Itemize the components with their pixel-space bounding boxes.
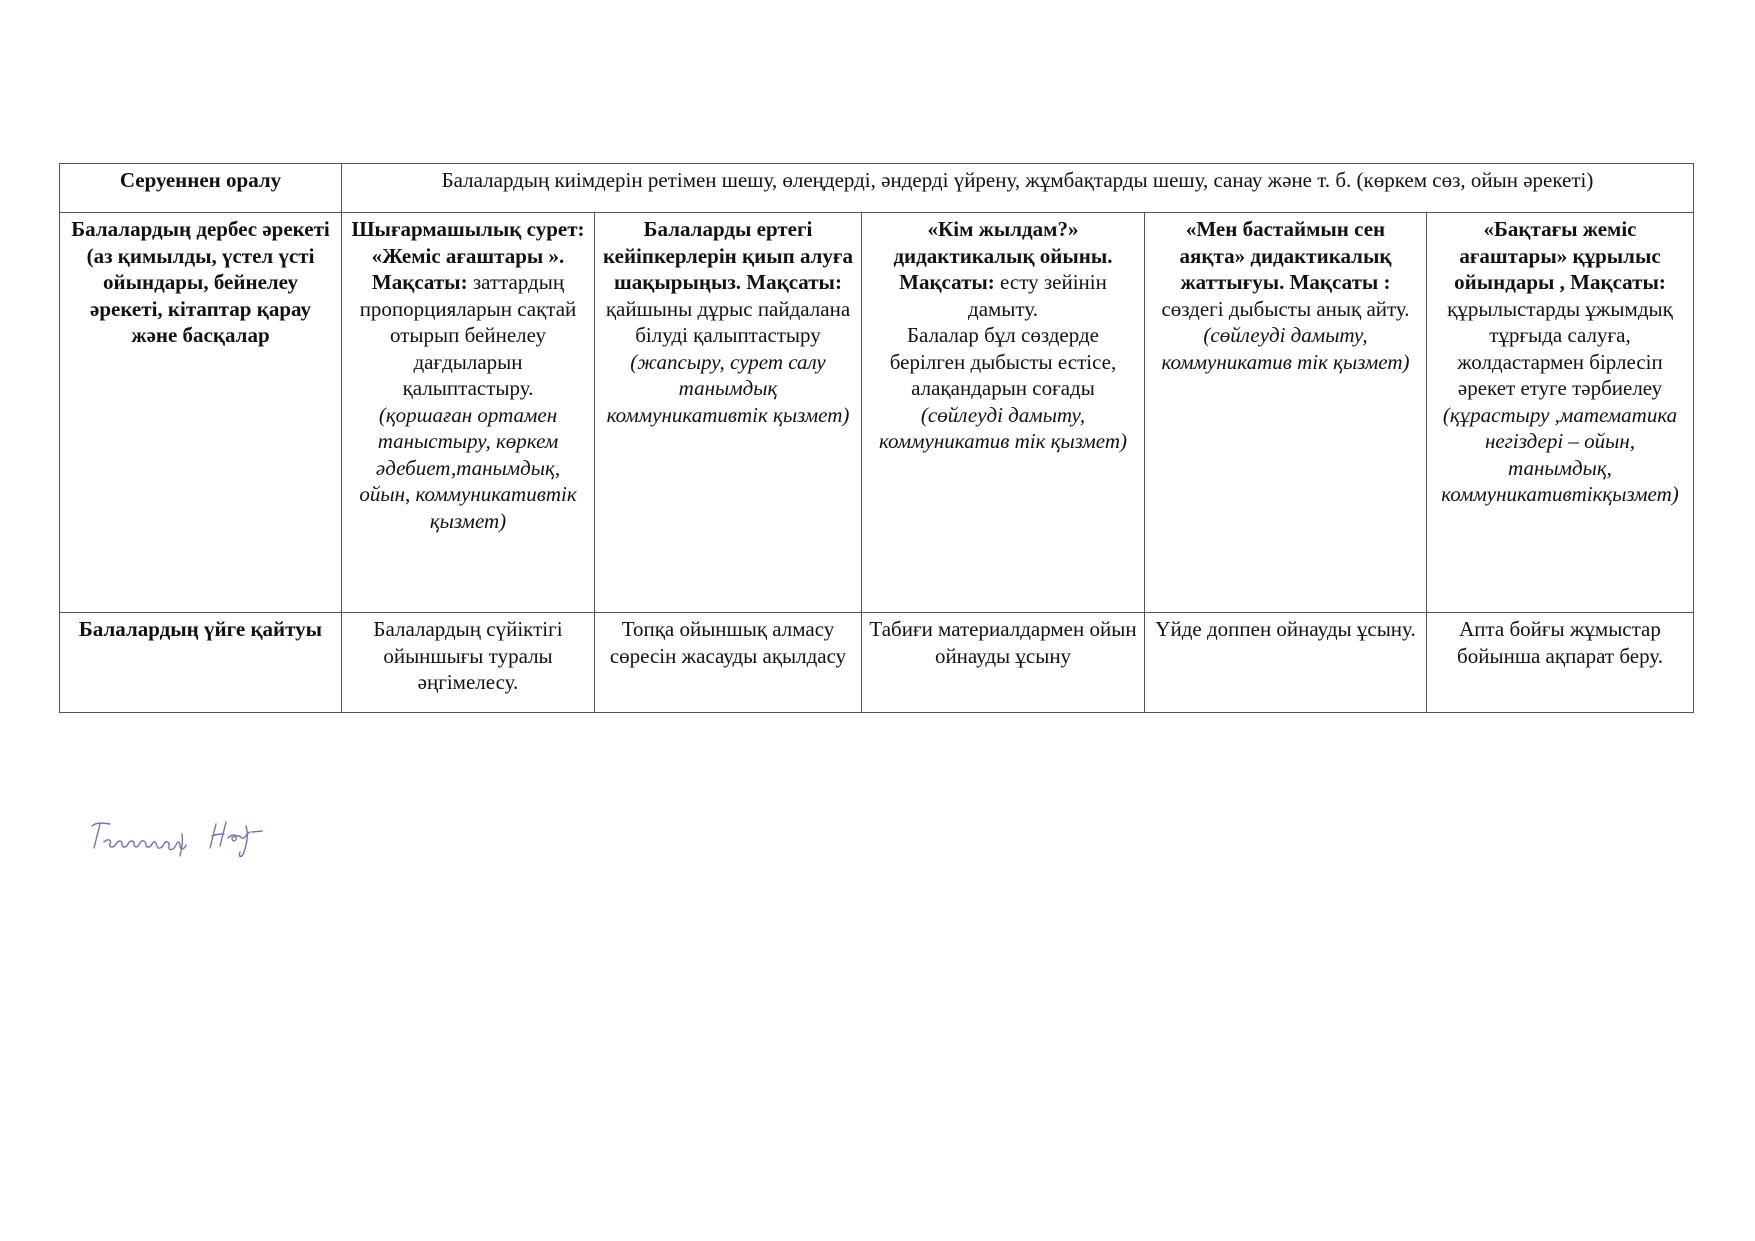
going-home-cell: Балалардың сүйіктігі ойыншығы туралы әңгімелесу. xyxy=(342,613,595,713)
goal-text: сөздегі дыбысты анық айту. xyxy=(1161,296,1410,321)
goal-text: есту зейінін дамыту. xyxy=(968,270,1107,321)
goal-label: Мақсаты: xyxy=(746,270,842,294)
handwritten-signature xyxy=(86,812,286,868)
activity-cell-creative-drawing xyxy=(342,213,595,613)
activity-note: (құрастыру ,математика негіздері – ойын, танымдық, коммуникативтікқызмет) xyxy=(1441,402,1679,506)
goal-label: Мақсаты: xyxy=(371,270,468,294)
activity-note: (сөйлеуді дамыту, коммуникатив тік қызмет) xyxy=(879,402,1127,453)
goal-label: Мақсаты: xyxy=(899,270,995,294)
going-home-cell: Топқа ойыншық алмасу сөресін жасауды ақылдасу xyxy=(595,613,862,713)
daily-plan-table xyxy=(59,163,1694,713)
activity-cell-cutting xyxy=(595,213,862,613)
activity-title: Балаларды ертегі кейіпкерлерін қиып алуға шақырыңыз. xyxy=(603,217,853,294)
activity-title: Шығармашылық сурет: «Жеміс ағаштары ». xyxy=(351,217,585,268)
activity-note: (жапсыру, сурет салу танымдық коммуникативтік қызмет) xyxy=(606,349,850,427)
row-header-independent-activity: Балалардың дербес әрекеті (аз қимылды, үстел үсті ойындары, бейнелеу әрекеті, кітаптар қарау және басқалар xyxy=(60,213,342,613)
table-row-independent-activity xyxy=(60,213,1694,613)
row-header-return-from-walk: Серуеннен оралу xyxy=(60,164,342,213)
goal-text: қайшыны дұрыс пайдалана білуді қалыптастыру xyxy=(605,296,851,347)
activity-title: «Бақтағы жеміс ағаштары» құрылыс ойындары , Мақсаты: xyxy=(1454,217,1666,294)
row-header-going-home: Балалардың үйге қайтуы xyxy=(60,613,342,713)
activity-cell-who-is-faster xyxy=(862,213,1145,613)
return-from-walk-text: Балалардың киімдерін ретімен шешу, өлеңдерді, әндерді үйрену, жұмбақтарды шешу, санау және т. б. (көркем сөз, ойын әрекеті) xyxy=(342,164,1694,213)
activity-note: (сөйлеуді дамыту, коммуникатив тік қызмет) xyxy=(1161,323,1410,374)
going-home-cell: Үйде доппен ойнауды ұсыну. xyxy=(1145,613,1427,713)
activity-title: «Кім жылдам?» дидактикалық ойыны. xyxy=(893,217,1113,268)
table-row-return-from-walk xyxy=(60,164,1694,213)
activity-extra: Балалар бұл сөздерде берілген дыбысты естісе, алақандарын соғады xyxy=(889,323,1117,400)
goal-label: Мақсаты : xyxy=(1289,270,1391,294)
goal-text: заттардың пропорцияларын сақтай отырып бейнелеу дағдыларын қалыптастыру. xyxy=(359,270,577,400)
activity-cell-i-start-you-finish xyxy=(1145,213,1427,613)
going-home-cell: Табиғи материалдармен ойын ойнауды ұсыну xyxy=(862,613,1145,713)
activity-note: (қоршаған ортамен таныстыру, көркем әдебиет,танымдық, ойын, коммуникативтік қызмет) xyxy=(359,402,577,533)
activity-cell-construction-games xyxy=(1427,213,1694,613)
activity-title: «Мен бастаймын сен аяқта» дидактикалық жаттығуы. xyxy=(1179,217,1392,294)
goal-text: құрылыстарды ұжымдық тұрғыда салуға, жолдастармен бірлесіп әрекет етуге тәрбиелеу xyxy=(1447,296,1673,400)
table-row-going-home xyxy=(60,613,1694,713)
going-home-cell: Апта бойғы жұмыстар бойынша ақпарат беру. xyxy=(1427,613,1694,713)
